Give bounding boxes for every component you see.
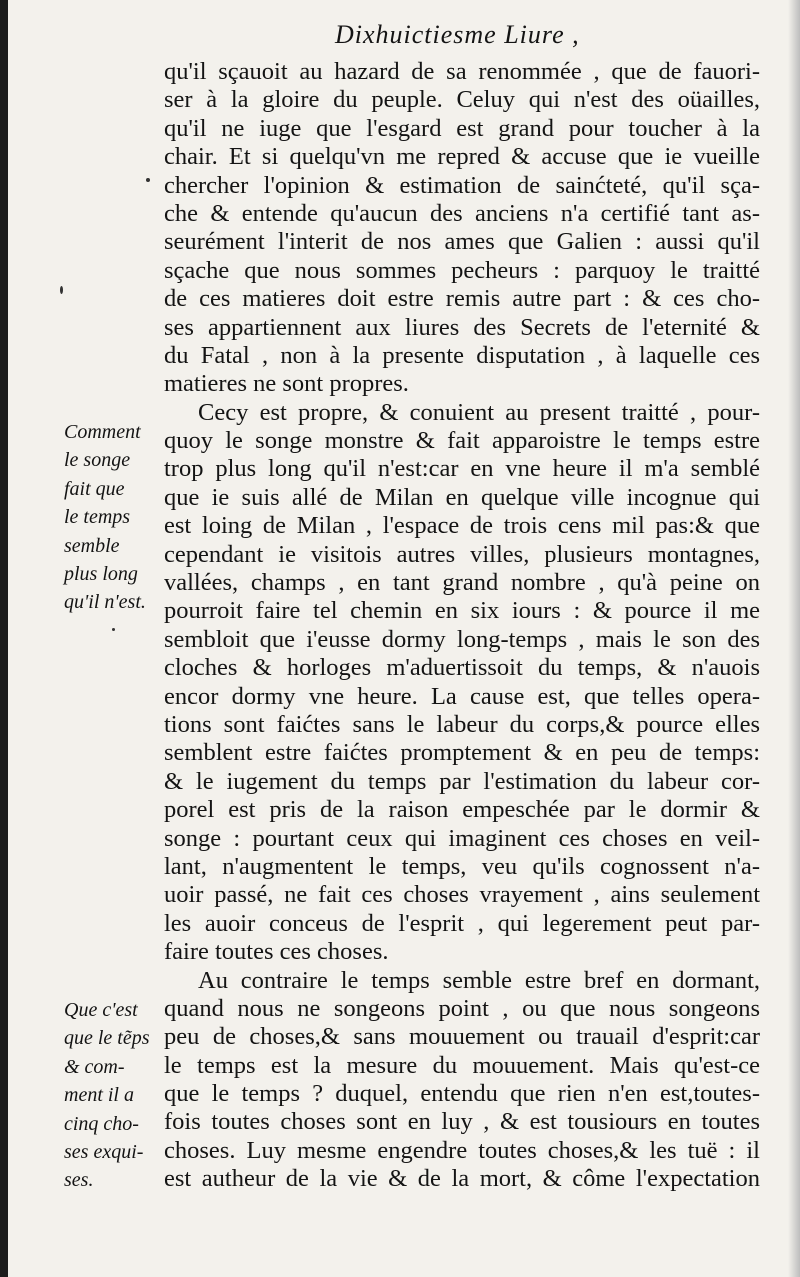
margin-note-line: le songe [64, 449, 131, 472]
margin-note-line: & com- [64, 1055, 125, 1078]
margin-note-line: semble [64, 534, 120, 557]
text-line: fois toutes choses sont en luy , & est tousiours en toutes [164, 1108, 760, 1136]
text-line: les auoir conceus de l'esprit , qui legerement peut par- [164, 909, 760, 937]
text-line: sçache que nous sommes pecheurs : parquoy le traitté [164, 256, 760, 284]
margin-note-line: Comment [64, 421, 141, 443]
margin-note-line: ses. [64, 1169, 94, 1192]
text-line: est loing de Milan , l'espace de trois cens mil pas:& que [164, 512, 760, 540]
text-line: choses. Luy mesme engendre toutes choses,& les tuë : il [164, 1136, 760, 1164]
margin-note-line: qu'il n'est. [64, 591, 146, 614]
text-line: chercher l'opinion & estimation de sainćteté, qu'il sça- [164, 171, 760, 199]
text-line: du Fatal , non à la presente disputation , à laquelle ces [164, 341, 760, 369]
margin-note-line: le temps [64, 506, 131, 529]
text-line: chair. Et si quelqu'vn me repred & accuse que ie vueille [164, 143, 760, 171]
text-line: & le iugement du temps par l'estimation du labeur cor- [164, 767, 760, 795]
text-line: pourroit faire tel chemin en six iours : & pource il me [164, 597, 760, 625]
text-line: qu'il ne iuge que l'esgard est grand pour toucher à la [164, 114, 760, 142]
text-line: semblent estre faićtes promptement & en peu de temps: [164, 739, 760, 767]
ink-speck [146, 178, 150, 182]
text-line: de ces matieres doit estre remis autre part : & ces cho- [164, 285, 760, 313]
text-line: qu'il sçauoit au hazard de sa renommée , que de fauori- [164, 58, 760, 85]
text-line: Au contraire le temps semble estre bref en dormant, [198, 966, 760, 994]
margin-note-line: cinq cho- [64, 1112, 139, 1135]
margin-note-line: ses exqui- [64, 1141, 144, 1164]
margin-note-line: que le tẽps [64, 1027, 150, 1050]
text-line: songe : pourtant ceux qui imaginent ces choses en veil- [164, 824, 760, 852]
paragraph-3 [164, 967, 760, 1194]
text-line: trop plus long qu'il n'est:car en vne heure il m'a semblé [164, 455, 760, 483]
text-line: lant, n'augmentent le temps, veu qu'ils cognossent n'a- [164, 852, 760, 880]
text-line: peu de choses,& sans mouuement ou trauail d'esprit:car [164, 1023, 760, 1051]
text-line: cependant ie visitois autres villes, plusieurs montagnes, [164, 540, 760, 568]
margin-note-line: Que c'est [64, 999, 138, 1021]
text-line: quoy le songe monstre & fait apparoistre le temps estre [164, 427, 760, 455]
text-line: cloches & horloges m'aduertissoit du temps, & n'auois [164, 654, 760, 682]
text-line: sembloit que i'eusse dormy long-temps , mais le son des [164, 625, 760, 653]
page-binding-shadow [0, 0, 8, 1277]
ink-speck [60, 286, 63, 294]
ink-speck [112, 628, 115, 631]
text-line: porel est pris de la raison empeschée par le dormir & [164, 796, 760, 824]
text-line: faire toutes ces choses. [164, 938, 389, 966]
text-line: che & entende qu'aucun des anciens n'a certifié tant as- [164, 199, 760, 227]
margin-note-what-is-time [64, 996, 164, 1195]
text-line: est autheur de la vie & de la mort, & côme l'expectation [164, 1165, 760, 1193]
body-text [164, 58, 760, 1194]
text-line: uoir passé, ne fait ces choses vrayement , ains seulement [164, 881, 760, 909]
margin-note-line: ment il a [64, 1084, 134, 1107]
text-line: Cecy est propre, & conuient au present traitté , pour- [198, 398, 760, 426]
paragraph-2 [164, 399, 760, 967]
margin-note-time-seems-longer [64, 418, 164, 617]
text-line: que le temps ? duquel, entendu que rien n'en est,toutes- [164, 1080, 760, 1108]
text-line: vallées, champs , en tant grand nombre , qu'à peine on [164, 569, 760, 597]
margin-note-line: fait que [64, 477, 125, 500]
text-line: tions sont faićtes sans le labeur du corps,& pource elles [164, 710, 760, 738]
text-line: que ie suis allé de Milan en quelque ville incognue qui [164, 483, 760, 511]
text-line: matieres ne sont propres. [164, 370, 409, 398]
text-line: quand nous ne songeons point , ou que nous songeons [164, 994, 760, 1022]
text-line: ses appartiennent aux liures des Secrets de l'eternité & [164, 313, 760, 341]
text-line: ser à la gloire du peuple. Celuy qui n'est des oüailles, [164, 86, 760, 114]
page-edge-shadow [788, 0, 800, 1277]
text-line: encor dormy vne heure. La cause est, que telles opera- [164, 682, 760, 710]
text-line: le temps est la mesure du mouuement. Mais qu'est-ce [164, 1051, 760, 1079]
margin-note-line: plus long [64, 563, 138, 586]
paragraph-1 [164, 58, 760, 399]
running-head: Dixhuictiesme Liure , [335, 20, 580, 49]
text-line: seurément l'interit de nos ames que Galien : aussi qu'il [164, 228, 760, 256]
